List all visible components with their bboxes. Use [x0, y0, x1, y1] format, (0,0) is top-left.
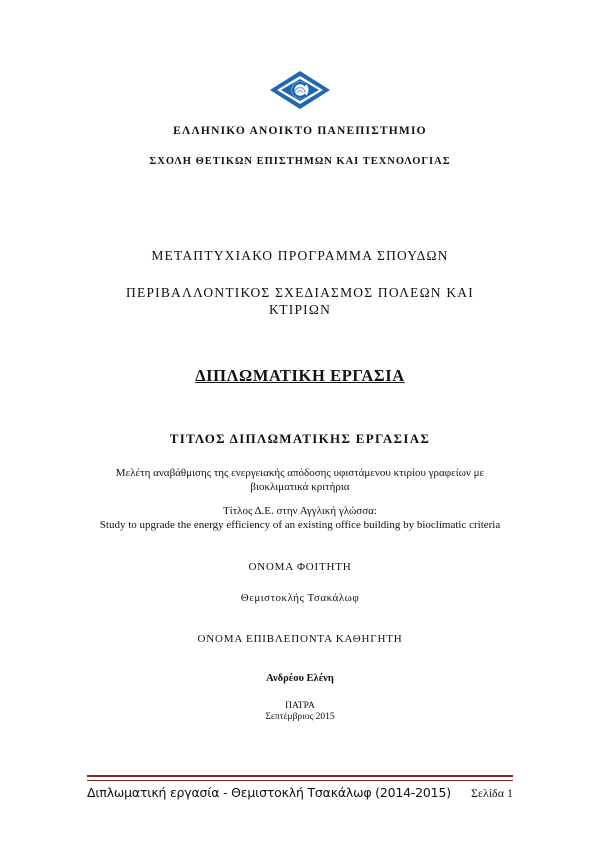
student-name: Θεμιστοκλής Τσακάλωφ [240, 592, 360, 604]
student-label: ΟΝΟΜΑ ΦΟΙΤΗΤΗ [248, 561, 352, 573]
place: ΠΑΤΡΑ [285, 701, 315, 711]
supervisor-label: ΟΝΟΜΑ ΕΠΙΒΛΕΠΟΝΤΑ ΚΑΘΗΓΗΤΗ [197, 633, 403, 645]
thesis-title-english-label: Τίτλος Δ.Ε. στην Αγγλική γλώσσα: [223, 505, 377, 517]
date: Σεπτέμβριος 2015 [265, 712, 335, 722]
thesis-title-english: Study to upgrade the energy efficiency of an existing office building by bioclimatic criteria [99, 519, 501, 531]
program-name: ΜΕΤΑΠΤΥΧΙΑΚΟ ΠΡΟΓΡΑΜΜΑ ΣΠΟΥΔΩΝ [151, 248, 449, 263]
thesis-title-label: ΤΙΤΛΟΣ ΔΙΠΛΩΜΑΤΙΚΗΣ ΕΡΓΑΣΙΑΣ [169, 431, 431, 446]
document-type-heading: ΔΙΠΛΩΜΑΤΙΚΗ ΕΡΓΑΣΙΑ [195, 366, 405, 385]
page-number: Σελίδα 1 [470, 786, 513, 800]
program-specialization: ΠΕΡΙΒΑΛΛΟΝΤΙΚΟΣ ΣΧΕΔΙΑΣΜΟΣ ΠΟΛΕΩΝ ΚΑΙ ΚΤΙΡΙΩΝ [126, 285, 474, 317]
footer-rule-thick [87, 775, 513, 777]
footer-rule-thin [87, 780, 513, 781]
footer-title: Διπλωματική εργασία - Θεμιστοκλή Τσακάλωφ (2014-2015) [87, 785, 451, 800]
thesis-title-greek: Μελέτη αναβάθμισης της ενεργειακής απόδοσης υφιστάμενου κτιρίου γραφείων με βιοκλιματικά κριτήρια [115, 467, 485, 493]
university-logo-icon [269, 70, 331, 110]
supervisor-name: Ανδρέου Ελένη [266, 673, 334, 684]
school-name: ΣΧΟΛΗ ΘΕΤΙΚΩΝ ΕΠΙΣΤΗΜΩΝ ΚΑΙ ΤΕΧΝΟΛΟΓΙΑΣ [149, 156, 451, 167]
university-name: ΕΛΛΗΝΙΚΟ ΑΝΟΙΚΤΟ ΠΑΝΕΠΙΣΤΗΜΙΟ [173, 125, 427, 137]
